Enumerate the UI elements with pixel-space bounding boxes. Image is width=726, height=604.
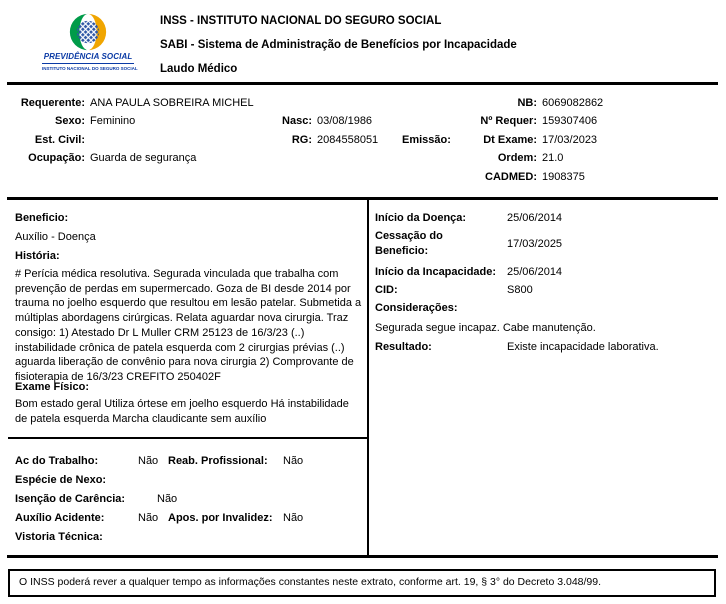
historia-label: História:	[15, 250, 60, 262]
nb-label: NB:	[517, 97, 537, 109]
ordem-label: Ordem:	[497, 152, 537, 164]
est-civil-label: Est. Civil:	[34, 134, 85, 146]
inicio-doenca-value: 25/06/2014	[507, 212, 563, 225]
emissao-label: Emissão:	[402, 134, 451, 146]
resultado-value: Existe incapacidade laborativa.	[507, 341, 659, 354]
inicio-doenca-row	[375, 211, 716, 226]
dt-exame-label: Dt Exame:	[483, 134, 537, 146]
auxilio-acidente-label: Auxílio Acidente:	[15, 512, 105, 524]
ocupacao-label: Ocupação:	[28, 152, 85, 164]
main-box-top-rule	[7, 197, 718, 200]
n-requer-label: Nº Requer:	[480, 115, 537, 127]
footer-notice-box	[8, 569, 716, 597]
resultado-row	[375, 340, 716, 355]
logo-title: PREVIDÊNCIA SOCIAL	[43, 52, 133, 61]
inicio-incapacidade-label: Início da Incapacidade:	[375, 266, 497, 278]
exame-fisico-label: Exame Físico:	[15, 381, 89, 393]
consideracoes-label: Considerações:	[375, 302, 458, 314]
historia-text: # Perícia médica resolutiva. Segurada vinculada que trabalha com prevenção de perdas em supermercado. Goza de BI desde 2014 por trauma no joelho esquerdo que resultou em lesão patelar. Submetida a múltiplas abordagens cirúrgicas. Relata aguardar nova cirurgia. Traz consigo: 1) Atestado Dr L Muller CRM 25123 de 16/3/23 (..) instabilidade crônica de patela esquerda com 2 cirurgias prévias (..) aguarda liberação de convênio para nova cirurgia 2) Comprovante de fisioterapia de 16/3/23 CREFITO 250402F	[15, 268, 362, 383]
column-divider	[367, 197, 369, 558]
exame-fisico-text: Bom estado geral Utiliza órtese em joelho esquerdo Há instabilidade de patela esquerda Marcha claudicante sem auxílio	[15, 398, 349, 425]
auxilio-acidente-value: Não	[138, 512, 159, 524]
reab-profissional-label: Reab. Profissional:	[168, 455, 268, 467]
cid-row	[375, 283, 716, 298]
footer-notice-text: O INSS poderá rever a qualquer tempo as informações constantes neste extrato, conforme art. 19, § 3° do Decreto 3.048/99.	[19, 576, 602, 588]
reab-profissional-value: Não	[283, 455, 304, 467]
cadmed-value: 1908375	[542, 171, 585, 183]
previdencia-social-logo	[42, 13, 138, 71]
nb-value: 6069082862	[542, 97, 604, 109]
inicio-incapacidade-value: 25/06/2014	[507, 266, 563, 279]
ac-trabalho-value: Não	[138, 455, 159, 467]
org-title: INSS - INSTITUTO NACIONAL DO SEGURO SOCIAL	[160, 15, 442, 27]
cid-value: S800	[507, 284, 533, 297]
cessacao-beneficio-label: Cessação do Beneficio:	[375, 230, 443, 257]
requerente-label: Requerente:	[20, 97, 85, 109]
consideracoes-text: Segurada segue incapaz. Cabe manutenção.	[375, 322, 596, 334]
apos-invalidez-value: Não	[283, 512, 304, 524]
resultado-label: Resultado:	[375, 341, 432, 353]
apos-invalidez-label: Apos. por Invalidez:	[168, 512, 273, 524]
nasc-label: Nasc:	[282, 115, 312, 127]
cessacao-beneficio-value: 17/03/2025	[507, 237, 563, 250]
sexo-value: Feminino	[90, 115, 136, 127]
vistoria-tecnica-label: Vistoria Técnica:	[15, 531, 103, 543]
main-box-bottom-rule	[7, 555, 718, 558]
cid-label: CID:	[375, 284, 398, 296]
previdencia-social-logo-icon	[62, 13, 114, 51]
rg-value: 2084558051	[317, 134, 379, 146]
isencao-carencia-value: Não	[157, 493, 178, 505]
left-section-divider	[8, 437, 367, 439]
logo-subtitle: INSTITUTO NACIONAL DO SEGURO SOCIAL	[42, 63, 134, 71]
beneficio-label: Beneficio:	[15, 212, 69, 224]
header-divider	[7, 82, 718, 85]
isencao-carencia-label: Isenção de Carência:	[15, 493, 126, 505]
dt-exame-value: 17/03/2023	[542, 134, 598, 146]
nasc-value: 03/08/1986	[317, 115, 373, 127]
rg-label: RG:	[291, 134, 312, 146]
beneficio-value: Auxílio - Doença	[15, 231, 96, 243]
sexo-label: Sexo:	[55, 115, 85, 127]
inicio-doenca-label: Início da Doença:	[375, 212, 467, 224]
inicio-incapacidade-row	[375, 265, 716, 280]
especie-nexo-label: Espécie de Nexo:	[15, 474, 107, 486]
system-title: SABI - Sistema de Administração de Benefícios por Incapacidade	[160, 39, 517, 51]
ocupacao-value: Guarda de segurança	[90, 152, 197, 164]
requerente-value: ANA PAULA SOBREIRA MICHEL	[90, 97, 254, 109]
ac-trabalho-label: Ac do Trabalho:	[15, 455, 99, 467]
cadmed-label: CADMED:	[485, 171, 537, 183]
cessacao-beneficio-row	[375, 229, 716, 258]
document-title: Laudo Médico	[160, 63, 238, 75]
n-requer-value: 159307406	[542, 115, 598, 127]
ordem-value: 21.0	[542, 152, 564, 164]
